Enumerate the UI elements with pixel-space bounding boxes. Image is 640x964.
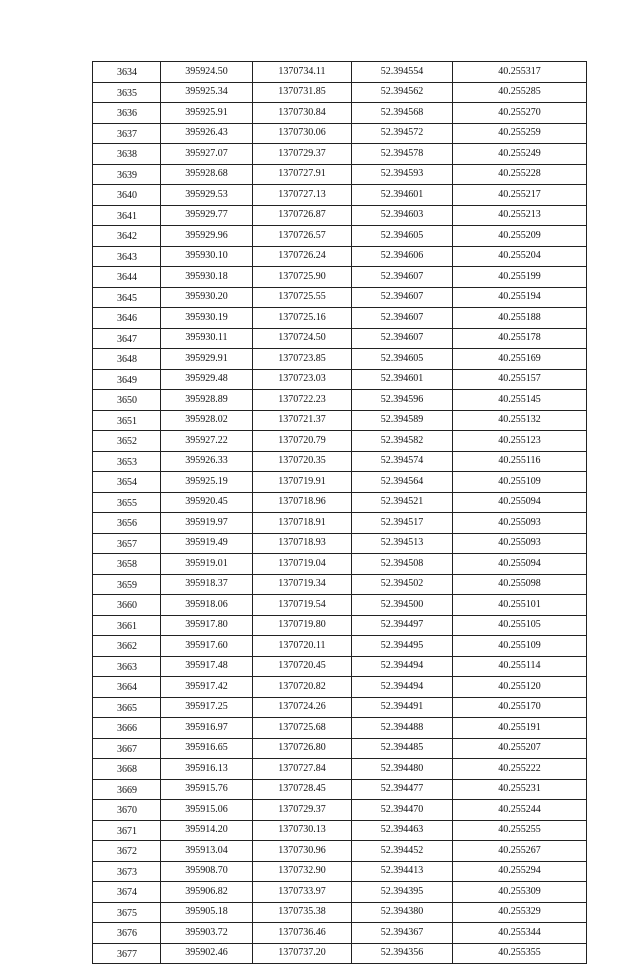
latitude-cell: 52.394607 — [352, 328, 453, 349]
y-coordinate-cell: 1370728.45 — [253, 779, 352, 800]
y-coordinate-cell: 1370730.96 — [253, 841, 352, 862]
latitude-cell: 52.394607 — [352, 287, 453, 308]
y-coordinate-cell: 1370725.90 — [253, 267, 352, 288]
point-number-cell: 3649 — [93, 369, 161, 390]
x-coordinate-cell: 395905.18 — [161, 902, 253, 923]
longitude-cell: 40.255270 — [453, 103, 587, 124]
table-row — [93, 369, 587, 390]
point-number-cell: 3663 — [93, 656, 161, 677]
x-coordinate-cell: 395917.25 — [161, 697, 253, 718]
latitude-cell: 52.394485 — [352, 738, 453, 759]
table-row — [93, 697, 587, 718]
longitude-cell: 40.255101 — [453, 595, 587, 616]
x-coordinate-cell: 395924.50 — [161, 62, 253, 83]
longitude-cell: 40.255170 — [453, 697, 587, 718]
point-number-cell: 3646 — [93, 308, 161, 329]
longitude-cell: 40.255213 — [453, 205, 587, 226]
latitude-cell: 52.394367 — [352, 923, 453, 944]
table-row — [93, 451, 587, 472]
y-coordinate-cell: 1370729.37 — [253, 800, 352, 821]
table-row — [93, 492, 587, 513]
x-coordinate-cell: 395929.91 — [161, 349, 253, 370]
x-coordinate-cell: 395920.45 — [161, 492, 253, 513]
table-row — [93, 123, 587, 144]
point-number-cell: 3669 — [93, 779, 161, 800]
y-coordinate-cell: 1370718.96 — [253, 492, 352, 513]
point-number-cell: 3643 — [93, 246, 161, 267]
x-coordinate-cell: 395928.89 — [161, 390, 253, 411]
point-number-cell: 3634 — [93, 62, 161, 83]
latitude-cell: 52.394572 — [352, 123, 453, 144]
x-coordinate-cell: 395902.46 — [161, 943, 253, 964]
table-row — [93, 144, 587, 165]
longitude-cell: 40.255209 — [453, 226, 587, 247]
table-row — [93, 226, 587, 247]
table-row — [93, 738, 587, 759]
longitude-cell: 40.255093 — [453, 513, 587, 534]
table-row — [93, 328, 587, 349]
y-coordinate-cell: 1370725.68 — [253, 718, 352, 739]
x-coordinate-cell: 395903.72 — [161, 923, 253, 944]
point-number-cell: 3659 — [93, 574, 161, 595]
point-number-cell: 3668 — [93, 759, 161, 780]
x-coordinate-cell: 395906.82 — [161, 882, 253, 903]
table-row — [93, 185, 587, 206]
latitude-cell: 52.394607 — [352, 267, 453, 288]
latitude-cell: 52.394488 — [352, 718, 453, 739]
x-coordinate-cell: 395926.33 — [161, 451, 253, 472]
coordinates-table — [92, 61, 587, 964]
point-number-cell: 3667 — [93, 738, 161, 759]
x-coordinate-cell: 395925.19 — [161, 472, 253, 493]
y-coordinate-cell: 1370721.37 — [253, 410, 352, 431]
x-coordinate-cell: 395930.19 — [161, 308, 253, 329]
longitude-cell: 40.255114 — [453, 656, 587, 677]
x-coordinate-cell: 395918.06 — [161, 595, 253, 616]
x-coordinate-cell: 395917.48 — [161, 656, 253, 677]
table-row — [93, 472, 587, 493]
point-number-cell: 3648 — [93, 349, 161, 370]
x-coordinate-cell: 395917.60 — [161, 636, 253, 657]
latitude-cell: 52.394491 — [352, 697, 453, 718]
y-coordinate-cell: 1370718.91 — [253, 513, 352, 534]
table-row — [93, 800, 587, 821]
table-row — [93, 349, 587, 370]
point-number-cell: 3655 — [93, 492, 161, 513]
table-row — [93, 820, 587, 841]
table-row — [93, 595, 587, 616]
y-coordinate-cell: 1370737.20 — [253, 943, 352, 964]
x-coordinate-cell: 395916.97 — [161, 718, 253, 739]
x-coordinate-cell: 395925.34 — [161, 82, 253, 103]
y-coordinate-cell: 1370723.85 — [253, 349, 352, 370]
table-row — [93, 82, 587, 103]
point-number-cell: 3640 — [93, 185, 161, 206]
latitude-cell: 52.394578 — [352, 144, 453, 165]
point-number-cell: 3660 — [93, 595, 161, 616]
point-number-cell: 3657 — [93, 533, 161, 554]
longitude-cell: 40.255217 — [453, 185, 587, 206]
x-coordinate-cell: 395927.22 — [161, 431, 253, 452]
table-row — [93, 103, 587, 124]
latitude-cell: 52.394606 — [352, 246, 453, 267]
point-number-cell: 3641 — [93, 205, 161, 226]
y-coordinate-cell: 1370720.11 — [253, 636, 352, 657]
latitude-cell: 52.394380 — [352, 902, 453, 923]
latitude-cell: 52.394513 — [352, 533, 453, 554]
longitude-cell: 40.255157 — [453, 369, 587, 390]
longitude-cell: 40.255244 — [453, 800, 587, 821]
point-number-cell: 3664 — [93, 677, 161, 698]
latitude-cell: 52.394463 — [352, 820, 453, 841]
table-row — [93, 554, 587, 575]
point-number-cell: 3676 — [93, 923, 161, 944]
point-number-cell: 3638 — [93, 144, 161, 165]
x-coordinate-cell: 395930.11 — [161, 328, 253, 349]
table-row — [93, 533, 587, 554]
table-row — [93, 390, 587, 411]
latitude-cell: 52.394601 — [352, 185, 453, 206]
latitude-cell: 52.394500 — [352, 595, 453, 616]
longitude-cell: 40.255116 — [453, 451, 587, 472]
latitude-cell: 52.394494 — [352, 677, 453, 698]
latitude-cell: 52.394593 — [352, 164, 453, 185]
latitude-cell: 52.394517 — [352, 513, 453, 534]
latitude-cell: 52.394502 — [352, 574, 453, 595]
table-row — [93, 718, 587, 739]
x-coordinate-cell: 395929.96 — [161, 226, 253, 247]
y-coordinate-cell: 1370727.84 — [253, 759, 352, 780]
point-number-cell: 3656 — [93, 513, 161, 534]
table-row — [93, 62, 587, 83]
point-number-cell: 3675 — [93, 902, 161, 923]
latitude-cell: 52.394596 — [352, 390, 453, 411]
point-number-cell: 3670 — [93, 800, 161, 821]
longitude-cell: 40.255267 — [453, 841, 587, 862]
table-row — [93, 656, 587, 677]
point-number-cell: 3647 — [93, 328, 161, 349]
x-coordinate-cell: 395919.97 — [161, 513, 253, 534]
y-coordinate-cell: 1370727.91 — [253, 164, 352, 185]
latitude-cell: 52.394564 — [352, 472, 453, 493]
y-coordinate-cell: 1370726.24 — [253, 246, 352, 267]
longitude-cell: 40.255309 — [453, 882, 587, 903]
latitude-cell: 52.394521 — [352, 492, 453, 513]
longitude-cell: 40.255109 — [453, 636, 587, 657]
x-coordinate-cell: 395916.13 — [161, 759, 253, 780]
y-coordinate-cell: 1370724.50 — [253, 328, 352, 349]
longitude-cell: 40.255105 — [453, 615, 587, 636]
longitude-cell: 40.255132 — [453, 410, 587, 431]
longitude-cell: 40.255285 — [453, 82, 587, 103]
latitude-cell: 52.394495 — [352, 636, 453, 657]
table-row — [93, 431, 587, 452]
x-coordinate-cell: 395930.18 — [161, 267, 253, 288]
x-coordinate-cell: 395925.91 — [161, 103, 253, 124]
point-number-cell: 3673 — [93, 861, 161, 882]
table-row — [93, 882, 587, 903]
longitude-cell: 40.255255 — [453, 820, 587, 841]
y-coordinate-cell: 1370725.16 — [253, 308, 352, 329]
longitude-cell: 40.255228 — [453, 164, 587, 185]
table-row — [93, 205, 587, 226]
longitude-cell: 40.255098 — [453, 574, 587, 595]
longitude-cell: 40.255109 — [453, 472, 587, 493]
table-row — [93, 943, 587, 964]
longitude-cell: 40.255178 — [453, 328, 587, 349]
y-coordinate-cell: 1370736.46 — [253, 923, 352, 944]
y-coordinate-cell: 1370720.35 — [253, 451, 352, 472]
table-row — [93, 636, 587, 657]
table-row — [93, 841, 587, 862]
y-coordinate-cell: 1370730.84 — [253, 103, 352, 124]
longitude-cell: 40.255094 — [453, 554, 587, 575]
latitude-cell: 52.394480 — [352, 759, 453, 780]
point-number-cell: 3665 — [93, 697, 161, 718]
table-row — [93, 267, 587, 288]
x-coordinate-cell: 395916.65 — [161, 738, 253, 759]
point-number-cell: 3635 — [93, 82, 161, 103]
longitude-cell: 40.255329 — [453, 902, 587, 923]
longitude-cell: 40.255344 — [453, 923, 587, 944]
longitude-cell: 40.255120 — [453, 677, 587, 698]
longitude-cell: 40.255188 — [453, 308, 587, 329]
longitude-cell: 40.255194 — [453, 287, 587, 308]
x-coordinate-cell: 395915.06 — [161, 800, 253, 821]
y-coordinate-cell: 1370731.85 — [253, 82, 352, 103]
point-number-cell: 3654 — [93, 472, 161, 493]
y-coordinate-cell: 1370719.34 — [253, 574, 352, 595]
longitude-cell: 40.255222 — [453, 759, 587, 780]
table-row — [93, 246, 587, 267]
point-number-cell: 3671 — [93, 820, 161, 841]
latitude-cell: 52.394494 — [352, 656, 453, 677]
latitude-cell: 52.394605 — [352, 349, 453, 370]
point-number-cell: 3658 — [93, 554, 161, 575]
y-coordinate-cell: 1370726.80 — [253, 738, 352, 759]
x-coordinate-cell: 395917.80 — [161, 615, 253, 636]
y-coordinate-cell: 1370734.11 — [253, 62, 352, 83]
point-number-cell: 3652 — [93, 431, 161, 452]
point-number-cell: 3674 — [93, 882, 161, 903]
longitude-cell: 40.255145 — [453, 390, 587, 411]
point-number-cell: 3661 — [93, 615, 161, 636]
table-row — [93, 308, 587, 329]
longitude-cell: 40.255094 — [453, 492, 587, 513]
y-coordinate-cell: 1370729.37 — [253, 144, 352, 165]
x-coordinate-cell: 395908.70 — [161, 861, 253, 882]
y-coordinate-cell: 1370720.45 — [253, 656, 352, 677]
longitude-cell: 40.255231 — [453, 779, 587, 800]
latitude-cell: 52.394508 — [352, 554, 453, 575]
x-coordinate-cell: 395929.48 — [161, 369, 253, 390]
x-coordinate-cell: 395919.49 — [161, 533, 253, 554]
y-coordinate-cell: 1370719.91 — [253, 472, 352, 493]
latitude-cell: 52.394607 — [352, 308, 453, 329]
table-row — [93, 615, 587, 636]
table-row — [93, 923, 587, 944]
longitude-cell: 40.255207 — [453, 738, 587, 759]
latitude-cell: 52.394574 — [352, 451, 453, 472]
y-coordinate-cell: 1370730.13 — [253, 820, 352, 841]
latitude-cell: 52.394470 — [352, 800, 453, 821]
y-coordinate-cell: 1370732.90 — [253, 861, 352, 882]
x-coordinate-cell: 395918.37 — [161, 574, 253, 595]
x-coordinate-cell: 395929.77 — [161, 205, 253, 226]
point-number-cell: 3637 — [93, 123, 161, 144]
x-coordinate-cell: 395913.04 — [161, 841, 253, 862]
y-coordinate-cell: 1370725.55 — [253, 287, 352, 308]
latitude-cell: 52.394554 — [352, 62, 453, 83]
y-coordinate-cell: 1370718.93 — [253, 533, 352, 554]
longitude-cell: 40.255249 — [453, 144, 587, 165]
table-row — [93, 861, 587, 882]
y-coordinate-cell: 1370733.97 — [253, 882, 352, 903]
point-number-cell: 3642 — [93, 226, 161, 247]
y-coordinate-cell: 1370726.57 — [253, 226, 352, 247]
x-coordinate-cell: 395930.20 — [161, 287, 253, 308]
x-coordinate-cell: 395926.43 — [161, 123, 253, 144]
table-row — [93, 410, 587, 431]
latitude-cell: 52.394477 — [352, 779, 453, 800]
latitude-cell: 52.394603 — [352, 205, 453, 226]
coordinates-table-body — [93, 62, 587, 964]
point-number-cell: 3645 — [93, 287, 161, 308]
x-coordinate-cell: 395929.53 — [161, 185, 253, 206]
latitude-cell: 52.394568 — [352, 103, 453, 124]
x-coordinate-cell: 395915.76 — [161, 779, 253, 800]
point-number-cell: 3650 — [93, 390, 161, 411]
y-coordinate-cell: 1370727.13 — [253, 185, 352, 206]
latitude-cell: 52.394605 — [352, 226, 453, 247]
longitude-cell: 40.255199 — [453, 267, 587, 288]
x-coordinate-cell: 395919.01 — [161, 554, 253, 575]
longitude-cell: 40.255204 — [453, 246, 587, 267]
longitude-cell: 40.255169 — [453, 349, 587, 370]
table-row — [93, 164, 587, 185]
point-number-cell: 3662 — [93, 636, 161, 657]
longitude-cell: 40.255191 — [453, 718, 587, 739]
y-coordinate-cell: 1370735.38 — [253, 902, 352, 923]
y-coordinate-cell: 1370720.82 — [253, 677, 352, 698]
table-row — [93, 759, 587, 780]
longitude-cell: 40.255093 — [453, 533, 587, 554]
table-row — [93, 574, 587, 595]
x-coordinate-cell: 395930.10 — [161, 246, 253, 267]
point-number-cell: 3636 — [93, 103, 161, 124]
x-coordinate-cell: 395914.20 — [161, 820, 253, 841]
latitude-cell: 52.394601 — [352, 369, 453, 390]
longitude-cell: 40.255123 — [453, 431, 587, 452]
y-coordinate-cell: 1370722.23 — [253, 390, 352, 411]
point-number-cell: 3653 — [93, 451, 161, 472]
y-coordinate-cell: 1370723.03 — [253, 369, 352, 390]
point-number-cell: 3672 — [93, 841, 161, 862]
y-coordinate-cell: 1370719.54 — [253, 595, 352, 616]
point-number-cell: 3639 — [93, 164, 161, 185]
x-coordinate-cell: 395928.68 — [161, 164, 253, 185]
latitude-cell: 52.394452 — [352, 841, 453, 862]
table-row — [93, 779, 587, 800]
latitude-cell: 52.394582 — [352, 431, 453, 452]
point-number-cell: 3677 — [93, 943, 161, 964]
latitude-cell: 52.394356 — [352, 943, 453, 964]
y-coordinate-cell: 1370726.87 — [253, 205, 352, 226]
longitude-cell: 40.255317 — [453, 62, 587, 83]
x-coordinate-cell: 395928.02 — [161, 410, 253, 431]
latitude-cell: 52.394413 — [352, 861, 453, 882]
x-coordinate-cell: 395927.07 — [161, 144, 253, 165]
y-coordinate-cell: 1370720.79 — [253, 431, 352, 452]
longitude-cell: 40.255355 — [453, 943, 587, 964]
latitude-cell: 52.394562 — [352, 82, 453, 103]
table-row — [93, 677, 587, 698]
table-row — [93, 902, 587, 923]
point-number-cell: 3651 — [93, 410, 161, 431]
y-coordinate-cell: 1370719.04 — [253, 554, 352, 575]
y-coordinate-cell: 1370724.26 — [253, 697, 352, 718]
longitude-cell: 40.255294 — [453, 861, 587, 882]
point-number-cell: 3666 — [93, 718, 161, 739]
y-coordinate-cell: 1370719.80 — [253, 615, 352, 636]
table-row — [93, 513, 587, 534]
table-row — [93, 287, 587, 308]
x-coordinate-cell: 395917.42 — [161, 677, 253, 698]
y-coordinate-cell: 1370730.06 — [253, 123, 352, 144]
point-number-cell: 3644 — [93, 267, 161, 288]
latitude-cell: 52.394395 — [352, 882, 453, 903]
latitude-cell: 52.394589 — [352, 410, 453, 431]
latitude-cell: 52.394497 — [352, 615, 453, 636]
longitude-cell: 40.255259 — [453, 123, 587, 144]
